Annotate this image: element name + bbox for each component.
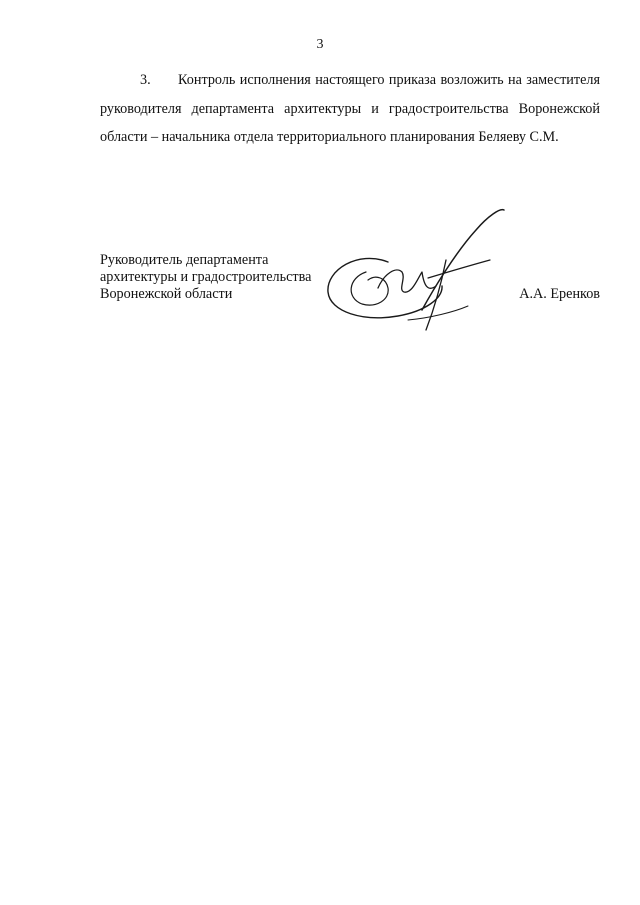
signature-cross bbox=[428, 260, 490, 278]
signature-stem bbox=[426, 260, 446, 330]
signature-inner-loop bbox=[351, 272, 388, 305]
page-number: 3 bbox=[316, 37, 324, 52]
handwritten-signature bbox=[318, 200, 508, 340]
signature-tail bbox=[408, 306, 468, 320]
signature-upstroke bbox=[422, 210, 504, 310]
signature-letters bbox=[378, 270, 436, 292]
paragraph-text: Контроль исполнения настоящего приказа возложить на заместителя руководителя департамента архитектуры и градостроительства Воронежской области – начальника отдела территориального планирования Беляеву С.М. bbox=[100, 72, 600, 145]
signature-loop bbox=[328, 258, 442, 317]
position-line-1: Руководитель департамента bbox=[100, 252, 269, 268]
signature-position-block bbox=[100, 252, 311, 303]
signer-name: А.А. Еренков bbox=[519, 286, 600, 302]
position-line-2: архитектуры и градостроительства bbox=[100, 269, 312, 285]
paragraph-number: 3. bbox=[140, 72, 151, 88]
paragraph-3 bbox=[100, 66, 600, 152]
position-line-3: Воронежской области bbox=[100, 286, 233, 302]
